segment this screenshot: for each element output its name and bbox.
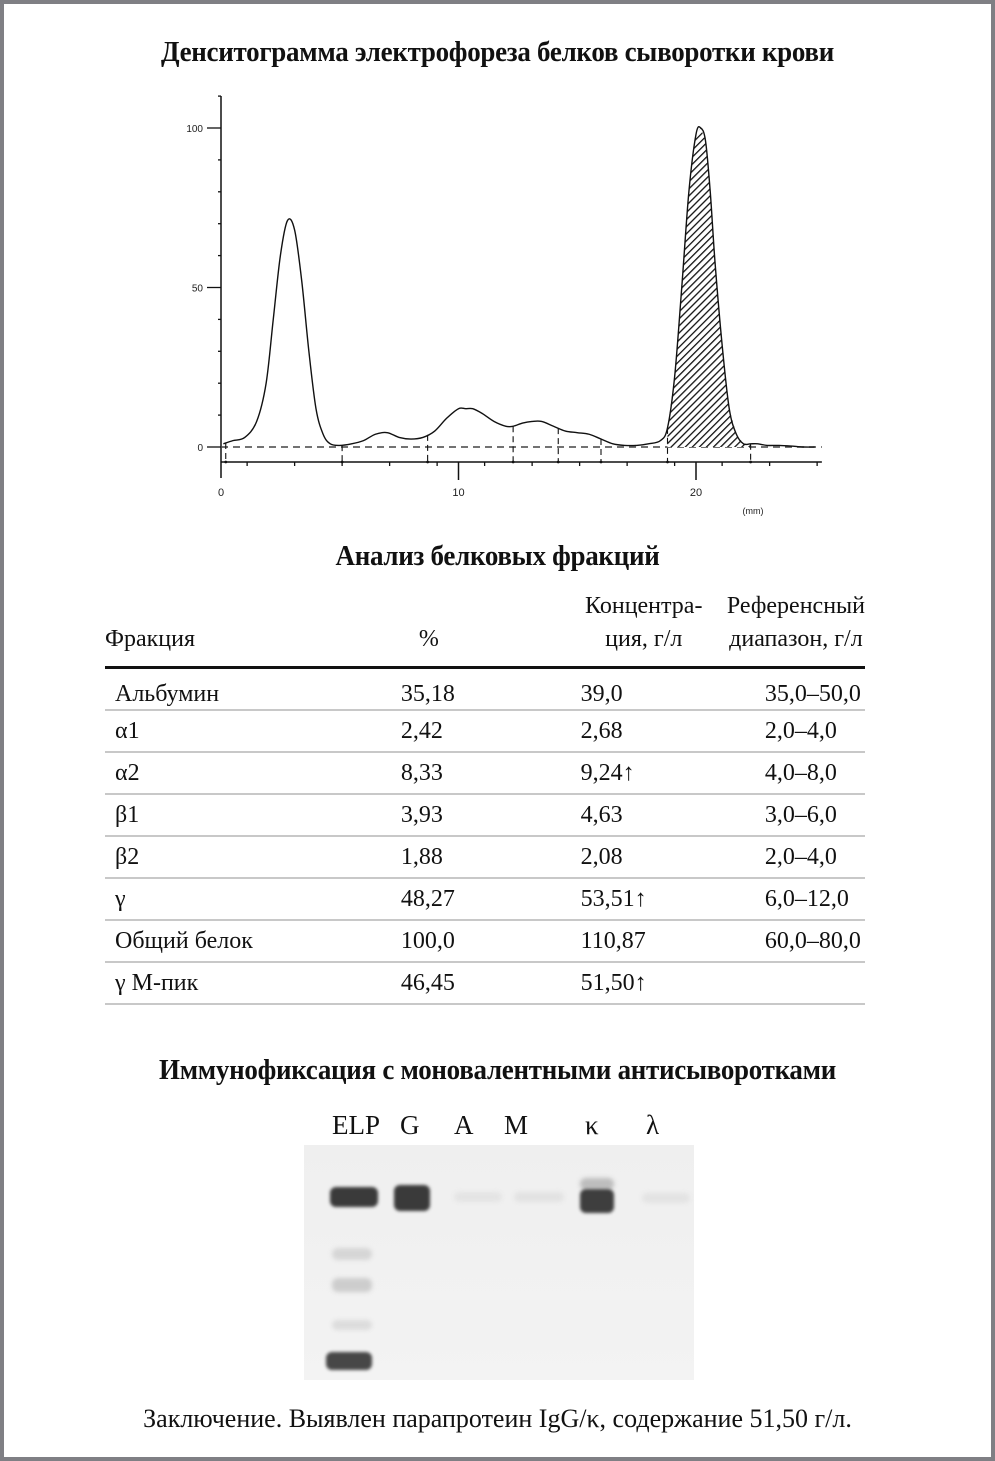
y-tick-label: 0 — [197, 443, 203, 454]
table-row — [105, 668, 865, 711]
fraction-divider-marker — [426, 461, 429, 464]
cell-concentration: 2,68 — [561, 710, 727, 752]
densitogram-title: Денситограмма электрофореза белков сыворотки крови — [160, 36, 834, 68]
cell-fraction: α1 — [105, 710, 401, 752]
fraction-divider-marker — [666, 461, 669, 464]
cell-fraction: β2 — [105, 836, 401, 878]
fraction-divider-marker — [557, 461, 560, 464]
cell-percent: 46,45 — [401, 962, 561, 1004]
cell-reference: 2,0–4,0 — [727, 836, 865, 878]
x-tick-label: 20 — [689, 487, 703, 499]
fraction-divider-marker — [512, 461, 515, 464]
table-row — [105, 752, 865, 794]
fraction-divider-marker — [224, 461, 227, 464]
lane-label-lambda: λ — [646, 1110, 660, 1140]
gel-band-elp-a2 — [332, 1278, 372, 1292]
cell-concentration: 53,51↑ — [561, 878, 727, 920]
cell-percent: 1,88 — [401, 836, 561, 878]
conclusion-text: Заключение. Выявлен парапротеин IgG/κ, содержание 51,50 г/л. — [143, 1404, 852, 1433]
analysis-title: Анализ белковых фракций — [335, 540, 660, 572]
gel-band-lambda — [642, 1193, 690, 1203]
header-percent: % — [401, 590, 561, 668]
lane-label-elp: ELP — [332, 1110, 381, 1140]
table-row — [105, 836, 865, 878]
cell-reference: 35,0–50,0 — [727, 668, 865, 711]
cell-reference: 2,0–4,0 — [727, 710, 865, 752]
cell-concentration: 9,24↑ — [561, 752, 727, 794]
immunofixation-title: Иммунофиксация с моновалентными антисыворотками — [159, 1054, 836, 1086]
cell-reference — [727, 962, 865, 1004]
header-fraction: Фракция — [105, 590, 401, 668]
gel-band-elp-gamma — [326, 1352, 372, 1370]
cell-percent: 48,27 — [401, 878, 561, 920]
x-axis-label: (mm) — [742, 506, 764, 516]
y-tick-label: 50 — [191, 283, 203, 295]
gel-band-m — [514, 1192, 564, 1202]
y-tick-label: 100 — [186, 124, 203, 135]
cell-concentration: 2,08 — [561, 836, 727, 878]
cell-fraction: α2 — [105, 752, 401, 794]
cell-percent: 35,18 — [401, 668, 561, 711]
cell-fraction: β1 — [105, 794, 401, 836]
cell-percent: 100,0 — [401, 920, 561, 962]
gel-band-elp-main — [330, 1187, 378, 1207]
cell-fraction: Общий белок — [105, 920, 401, 962]
cell-reference: 60,0–80,0 — [727, 920, 865, 962]
cell-fraction: Альбумин — [105, 668, 401, 711]
cell-concentration: 39,0 — [561, 668, 727, 711]
densitogram-chart — [0, 0, 995, 540]
cell-concentration: 110,87 — [561, 920, 727, 962]
gel-band-elp-b — [332, 1320, 372, 1330]
header-reference: Референсный диапазон, г/л — [727, 590, 865, 668]
cell-reference: 6,0–12,0 — [727, 878, 865, 920]
cell-percent: 3,93 — [401, 794, 561, 836]
table-row — [105, 878, 865, 920]
gel-band-elp-a1 — [332, 1248, 372, 1260]
lane-label-a: A — [454, 1110, 474, 1140]
header-concentration: Концентра- ция, г/л — [561, 590, 727, 668]
cell-concentration: 51,50↑ — [561, 962, 727, 1004]
lane-label-kappa: κ — [585, 1110, 599, 1140]
cell-reference: 4,0–8,0 — [727, 752, 865, 794]
lane-label-g: G — [400, 1110, 420, 1140]
gel-lane-labels — [300, 1110, 720, 1146]
gel-band-g — [394, 1185, 430, 1211]
cell-concentration: 4,63 — [561, 794, 727, 836]
fraction-divider-marker — [749, 461, 752, 464]
fraction-divider-marker — [600, 461, 603, 464]
table-header-row — [105, 590, 865, 668]
fractions-table — [105, 590, 865, 1005]
cell-percent: 8,33 — [401, 752, 561, 794]
x-tick-label: 0 — [217, 487, 225, 499]
cell-reference: 3,0–6,0 — [727, 794, 865, 836]
cell-fraction: γ М-пик — [105, 962, 401, 1004]
x-tick-label: 10 — [452, 487, 465, 499]
table-row — [105, 920, 865, 962]
table-row — [105, 962, 865, 1004]
cell-percent: 2,42 — [401, 710, 561, 752]
table-row — [105, 794, 865, 836]
cell-fraction: γ — [105, 878, 401, 920]
immunofixation-gel — [304, 1145, 694, 1380]
gel-band-a — [454, 1192, 502, 1202]
fraction-divider-marker — [341, 461, 344, 464]
gel-band-kappa — [580, 1189, 614, 1213]
table-row — [105, 710, 865, 752]
lane-label-m: M — [504, 1110, 529, 1140]
